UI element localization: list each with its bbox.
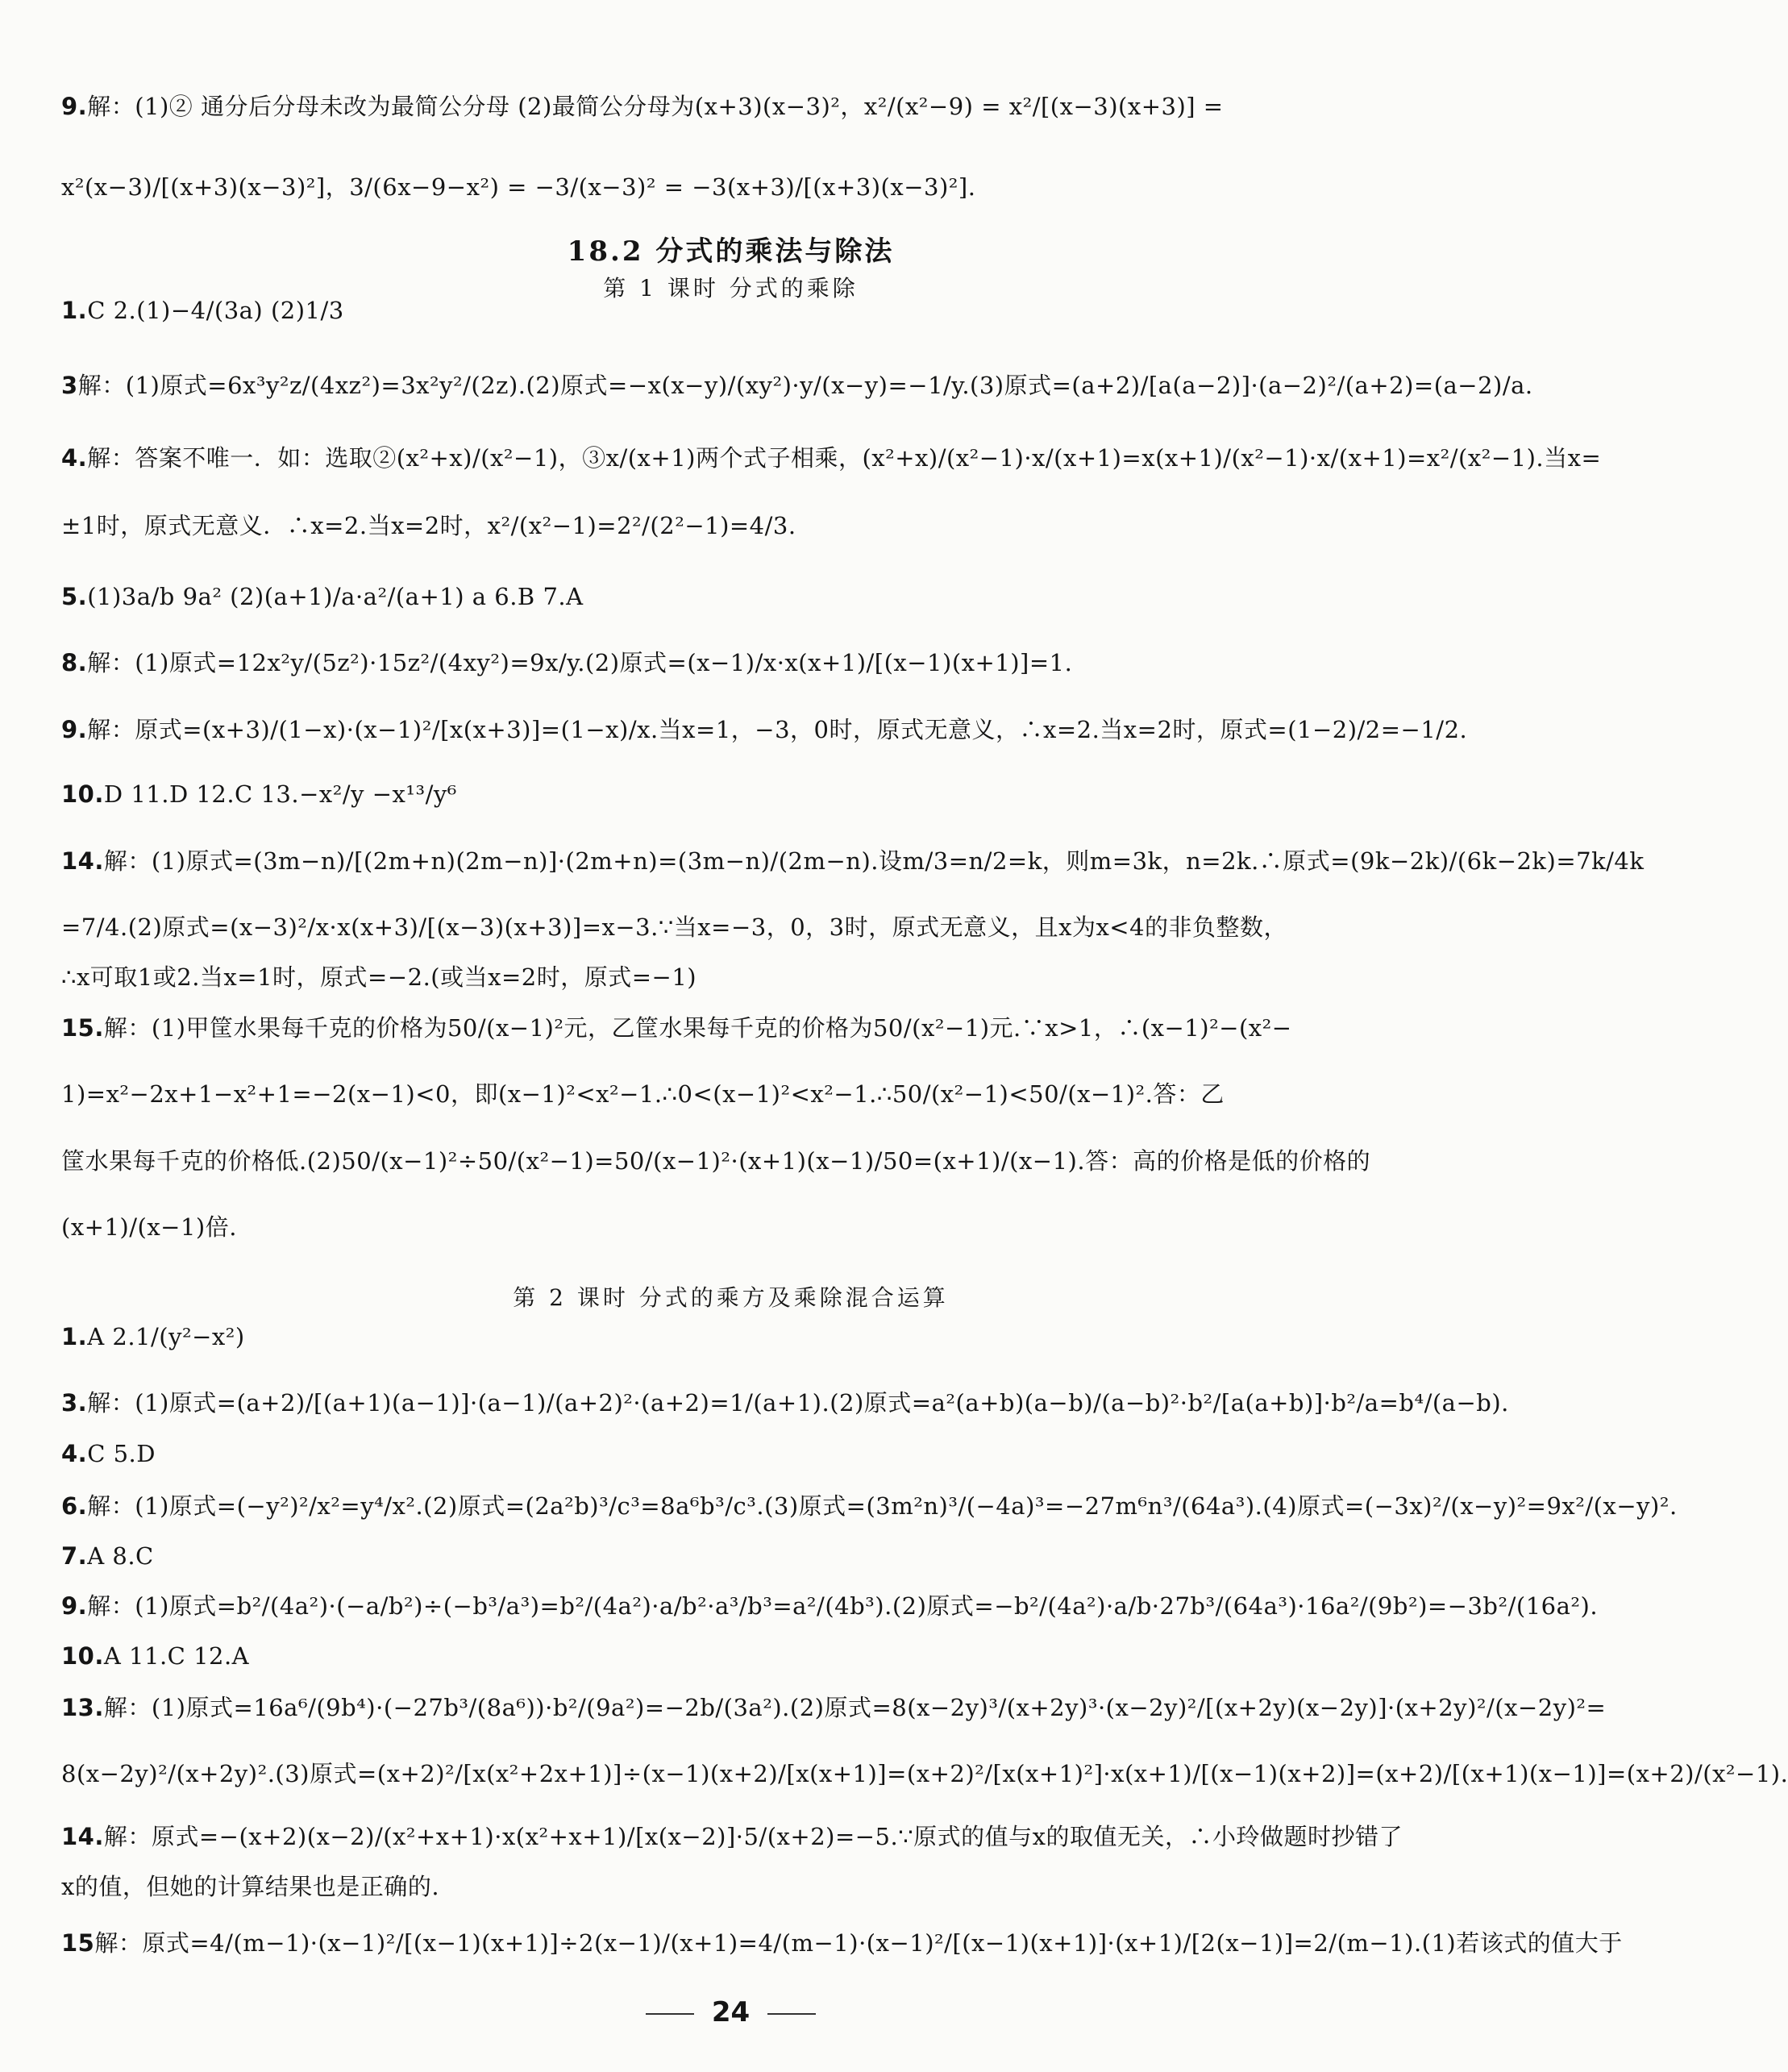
answer-line <box>61 442 1602 474</box>
question-number: 4. <box>61 444 88 472</box>
answer-line <box>61 1590 1599 1622</box>
answer-line <box>61 1540 1349 1572</box>
answer-line <box>61 1321 1349 1353</box>
answer-text: =7/4.(2)原式=(x−3)²/x·x(x+3)/[(x−3)(x+3)]=x−3.∵当x=−3，0，3时，原式无意义，且x为x<4的非负整数， <box>61 913 1288 941</box>
question-number: 9. <box>61 1592 88 1620</box>
answer-text: 解：(1)甲筐水果每千克的价格为50/(x−1)²元，乙筐水果每千克的价格为50/(x²−1)元.∵x>1，∴(x−1)²−(x²− <box>103 1014 1292 1042</box>
answer-text: 筐水果每千克的价格低.(2)50/(x−1)²÷50/(x²−1)=50/(x−1)²·(x+1)(x−1)/50=(x+1)/(x−1).答：高的价格是低的价格的 <box>61 1147 1371 1175</box>
answer-text: 解：(1)原式=b²/(4a²)·(−a/b²)÷(−b³/a³)=b²/(4a²)·a/b²·a³/b³=a²/(4b³).(2)原式=−b²/(4a²)·a/b·27b³/(64a³)·16a²/(9b²)=−3b²/(16a²). <box>87 1592 1599 1620</box>
answer-text: 解：(1)原式=(3m−n)/[(2m+n)(2m−n)]·(2m+n)=(3m−n)/(2m−n).设m/3=n/2=k，则m=3k，n=2k.∴原式=(9k−2k)/(6k−2k)=7k/4k <box>103 847 1645 875</box>
question-number: 5. <box>61 583 88 610</box>
answer-line <box>61 714 1468 746</box>
answer-text: 解：(1)原式=(−y²)²/x²=y⁴/x².(2)原式=(2a²b)³/c³=8a⁶b³/c³.(3)原式=(3m²n)³/(−4a)³=−27m⁶n³/(64a³).(4)原式=(−3x)²/(x−y)²=9x²/(x−y)². <box>87 1492 1678 1520</box>
question-number: 3. <box>61 1389 88 1417</box>
answer-text: x的值，但她的计算结果也是正确的. <box>61 1873 440 1900</box>
lesson-2-title: 第 2 课时 分式的乘方及乘除混合运算 <box>513 1284 949 1311</box>
question-number: 10. <box>61 780 104 808</box>
answer-text: 1)=x²−2x+1−x²+1=−2(x−1)<0，即(x−1)²<x²−1.∴0<(x−1)²<x²−1.∴50/(x²−1)<50/(x−1)².答：乙 <box>61 1080 1225 1108</box>
answer-text: (x+1)/(x−1)倍. <box>61 1213 237 1241</box>
answer-line <box>61 1927 1623 1959</box>
answer-text: C 2.(1)−4/(3a) (2)1/3 <box>87 297 344 324</box>
section-title: 18.2 分式的乘法与除法 <box>567 235 895 268</box>
answer-text: A 2.1/(y²−x²) <box>87 1323 245 1350</box>
question-number: 14. <box>61 847 104 875</box>
answer-text: 解：原式=(x+3)/(1−x)·(x−1)²/[x(x+3)]=(1−x)/x.当x=1，−3，0时，原式无意义，∴x=2.当x=2时，原式=(1−2)/2=−1/2. <box>87 716 1468 743</box>
answer-line <box>61 1078 1349 1110</box>
answer-line <box>61 845 1645 877</box>
answer-line <box>61 961 1349 993</box>
answer-text: 解：(1)原式=6x³y²z/(4xz²)=3x²y²/(2z).(2)原式=−x(x−y)/(xy²)·y/(x−y)=−1/y.(3)原式=(a+2)/[a(a−2)]·(a−2)²/(a+2)=(a−2)/a. <box>77 372 1533 399</box>
answer-text: 解：原式=−(x+2)(x−2)/(x²+x+1)·x(x²+x+1)/[x(x−2)]·5/(x+2)=−5.∵原式的值与x的取值无关，∴小玲做题时抄错了 <box>103 1823 1403 1850</box>
answer-line <box>61 1145 1371 1177</box>
question-number: 7. <box>61 1542 88 1570</box>
question-number: 10. <box>61 1642 104 1670</box>
answer-line <box>61 1387 1509 1419</box>
lesson-1-title: 第 1 课时 分式的乘除 <box>603 275 859 302</box>
answer-line <box>61 1012 1349 1044</box>
answer-line <box>61 1691 1607 1724</box>
answer-line <box>61 778 1349 810</box>
question-number: 15. <box>61 1014 104 1042</box>
question-number: 14. <box>61 1823 104 1850</box>
answer-text: ∴x可取1或2.当x=1时，原式=−2.(或当x=2时，原式=−1) <box>61 963 697 991</box>
question-number: 9. <box>61 93 88 120</box>
page-number <box>0 1996 1462 2028</box>
question-number: 9. <box>61 716 88 743</box>
answer-line <box>61 171 1349 203</box>
answer-line <box>61 1438 1349 1470</box>
page-number-dash-right <box>767 2013 816 2015</box>
answer-text: D 11.D 12.C 13.−x²/y −x¹³/y⁶ <box>103 780 457 808</box>
answer-text: 解：(1)原式=16a⁶/(9b⁴)·(−27b³/(8a⁶))·b²/(9a²)=−2b/(3a²).(2)原式=8(x−2y)³/(x+2y)³·(x−2y)²/[(x+2y)(x−2y)]·(x+2y)²/(x−2y)²= <box>103 1694 1607 1721</box>
answer-text: x²(x−3)/[(x+3)(x−3)²]，3/(6x−9−x²) = −3/(x−3)² = −3(x+3)/[(x+3)(x−3)²]. <box>61 173 976 201</box>
answer-line <box>61 911 1349 943</box>
answer-line <box>61 1820 1403 1853</box>
answer-text: 解：原式=4/(m−1)·(x−1)²/[(x−1)(x+1)]÷2(x−1)/(x+1)=4/(m−1)·(x−1)²/[(x−1)(x+1)]·(x+1)/[2(x−1)]=2/(m−1).(1)若该式的值大于 <box>94 1929 1623 1957</box>
answer-text: 解：(1)原式=(a+2)/[(a+1)(a−1)]·(a−1)/(a+2)²·(a+2)=1/(a+1).(2)原式=a²(a+b)(a−b)/(a−b)²·b²/[a(a+b)]·b²/a=b⁴/(a−b). <box>87 1389 1509 1417</box>
question-number: 1. <box>61 297 88 324</box>
answer-line <box>61 369 1533 402</box>
question-number: 6. <box>61 1492 88 1520</box>
answer-text: 8(x−2y)²/(x+2y)².(3)原式=(x+2)²/[x(x²+2x+1)]÷(x−1)(x+2)/[x(x+1)]=(x+2)²/[x(x+1)²]·x(x+1)/[(x−1)(x+2)]=(x+2)/[(x+1)(x−1)]=(x+2)/(x²−1). <box>61 1760 1788 1787</box>
answer-line <box>61 1640 1349 1672</box>
answer-text: A 8.C <box>87 1542 154 1570</box>
page-number-dash-left <box>646 2013 694 2015</box>
answer-line <box>61 90 1349 123</box>
question-number: 13. <box>61 1694 104 1721</box>
answer-line <box>61 1870 1349 1903</box>
page-number-text: 24 <box>711 1996 751 2028</box>
answer-line <box>61 1758 1788 1790</box>
answer-text: 解：(1)原式=12x²y/(5z²)·15z²/(4xy²)=9x/y.(2)原式=(x−1)/x·x(x+1)/[(x−1)(x+1)]=1. <box>87 649 1073 676</box>
question-number: 4. <box>61 1440 88 1467</box>
question-number: 3 <box>61 372 78 399</box>
answer-text: (1)3a/b 9a² (2)(a+1)/a·a²/(a+1) a 6.B 7.A <box>87 583 584 610</box>
answer-line <box>61 1490 1678 1522</box>
answer-text: C 5.D <box>87 1440 156 1467</box>
answer-line <box>61 580 1349 613</box>
question-number: 15 <box>61 1929 95 1957</box>
question-number: 8. <box>61 649 88 676</box>
answer-text: 解：(1)② 通分后分母未改为最简公分母 (2)最简公分母为(x+3)(x−3)²，x²/(x²−9) = x²/[(x−3)(x+3)] = <box>87 93 1224 120</box>
question-number: 1. <box>61 1323 88 1350</box>
answer-line <box>61 1211 1349 1243</box>
answer-text: ±1时，原式无意义．∴x=2.当x=2时，x²/(x²−1)=2²/(2²−1)=4/3. <box>61 512 796 539</box>
answer-text: A 11.C 12.A <box>103 1642 250 1670</box>
answer-line <box>61 647 1349 679</box>
answer-line <box>61 510 1349 542</box>
answer-text: 解：答案不唯一．如：选取②(x²+x)/(x²−1)，③x/(x+1)两个式子相乘，(x²+x)/(x²−1)·x/(x+1)=x(x+1)/(x²−1)·x/(x+1)=x²/(x²−1).当x= <box>87 444 1602 472</box>
